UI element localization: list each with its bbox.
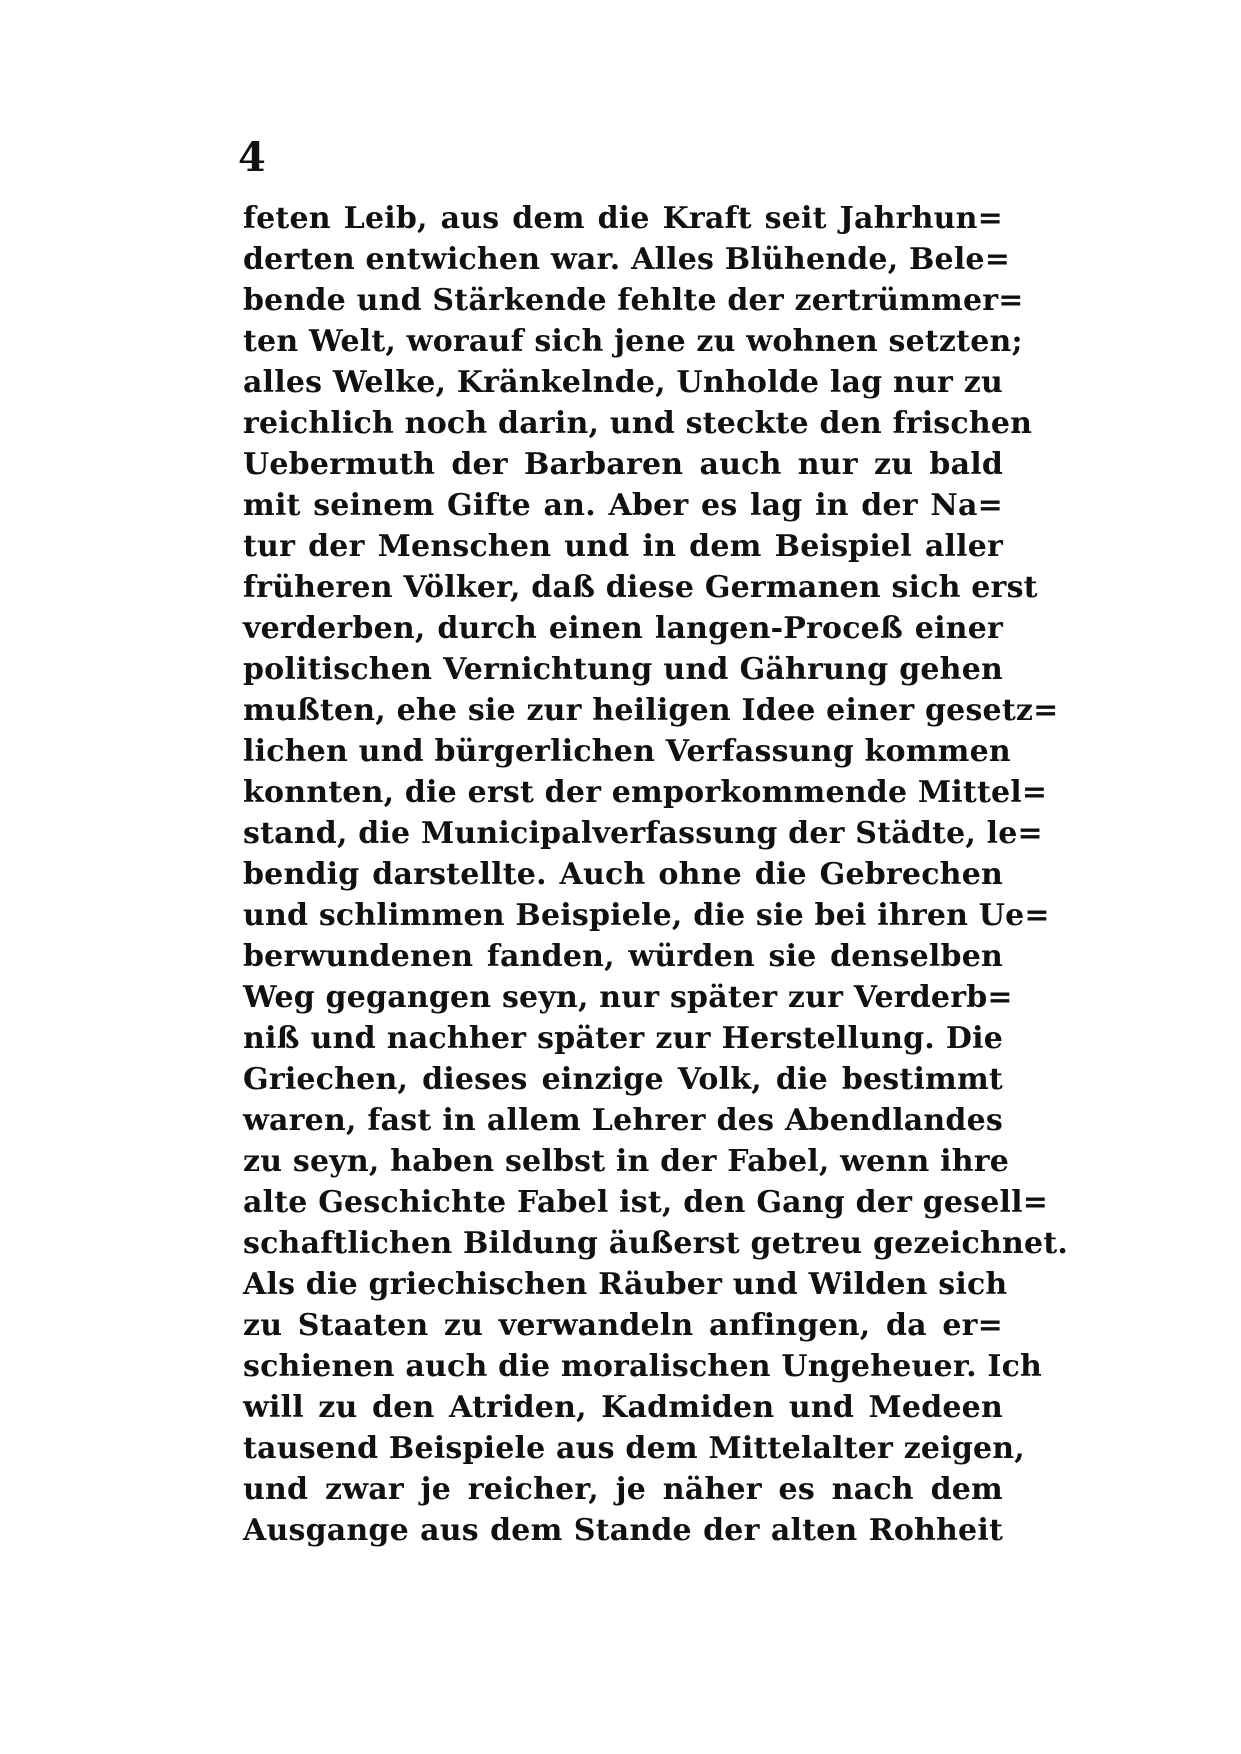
text-line: bende und Stärkende fehlte der zertrümmer= [243,283,1024,318]
text-line: schaftlichen Bildung äußerst getreu gezeichnet. [243,1226,1069,1261]
body-text [243,198,1069,1551]
text-line: Weg gegangen seyn, nur später zur Verderb= [243,980,1013,1015]
text-line: bendig darstellte. Auch ohne die Gebrechen [243,857,1003,892]
text-line: waren, fast in allem Lehrer des Abendlandes [243,1103,1003,1138]
text-line: lichen und bürgerlichen Verfassung kommen [243,734,1011,769]
text-line: zu seyn, haben selbst in der Fabel, wenn ihre [243,1144,1010,1179]
text-line: feten Leib, aus dem die Kraft seit Jahrhun= [243,201,1003,236]
text-line: mußten, ehe sie zur heiligen Idee einer gesetz= [243,693,1059,728]
text-line: verderben, durch einen langen-Proceß einer [243,611,1003,646]
text-line: derten entwichen war. Alles Blühende, Bele= [243,242,1011,277]
text-line: alles Welke, Kränkelnde, Unholde lag nur zu [243,365,1003,400]
page-number: 4 [238,134,266,181]
text-line: tur der Menschen und in dem Beispiel aller [243,529,1003,564]
text-line: schienen auch die moralischen Ungeheuer. Ich [243,1349,1043,1384]
text-line: stand, die Municipalverfassung der Städte, le= [243,816,1043,851]
text-line: niß und nachher später zur Herstellung. Die [243,1021,1003,1056]
text-line: und schlimmen Beispiele, die sie bei ihren Ue= [243,898,1050,933]
text-line: berwundenen fanden, würden sie denselben [243,939,1003,974]
text-line: Ausgange aus dem Stande der alten Rohheit [243,1513,1003,1548]
text-line: tausend Beispiele aus dem Mittelalter zeigen, [243,1431,1025,1466]
text-line: ten Welt, worauf sich jene zu wohnen setzten; [243,324,1023,359]
text-line: will zu den Atriden, Kadmiden und Medeen [243,1390,1003,1425]
text-line: politischen Vernichtung und Gährung gehen [243,652,1003,687]
text-line: konnten, die erst der emporkommende Mittel= [243,775,1048,810]
text-line: reichlich noch darin, und steckte den frischen [243,406,1033,441]
text-line: früheren Völker, daß diese Germanen sich erst [243,570,1038,605]
text-line: Griechen, dieses einzige Volk, die bestimmt [243,1062,1003,1097]
text-line: Uebermuth der Barbaren auch nur zu bald [243,447,1003,482]
text-line: Als die griechischen Räuber und Wilden sich [243,1267,1008,1302]
text-line: mit seinem Gifte an. Aber es lag in der Na= [243,488,1003,523]
text-line: zu Staaten zu verwandeln anfingen, da er= [243,1308,1003,1343]
text-line: alte Geschichte Fabel ist, den Gang der gesell= [243,1185,1049,1220]
text-line: und zwar je reicher, je näher es nach dem [243,1472,1003,1507]
